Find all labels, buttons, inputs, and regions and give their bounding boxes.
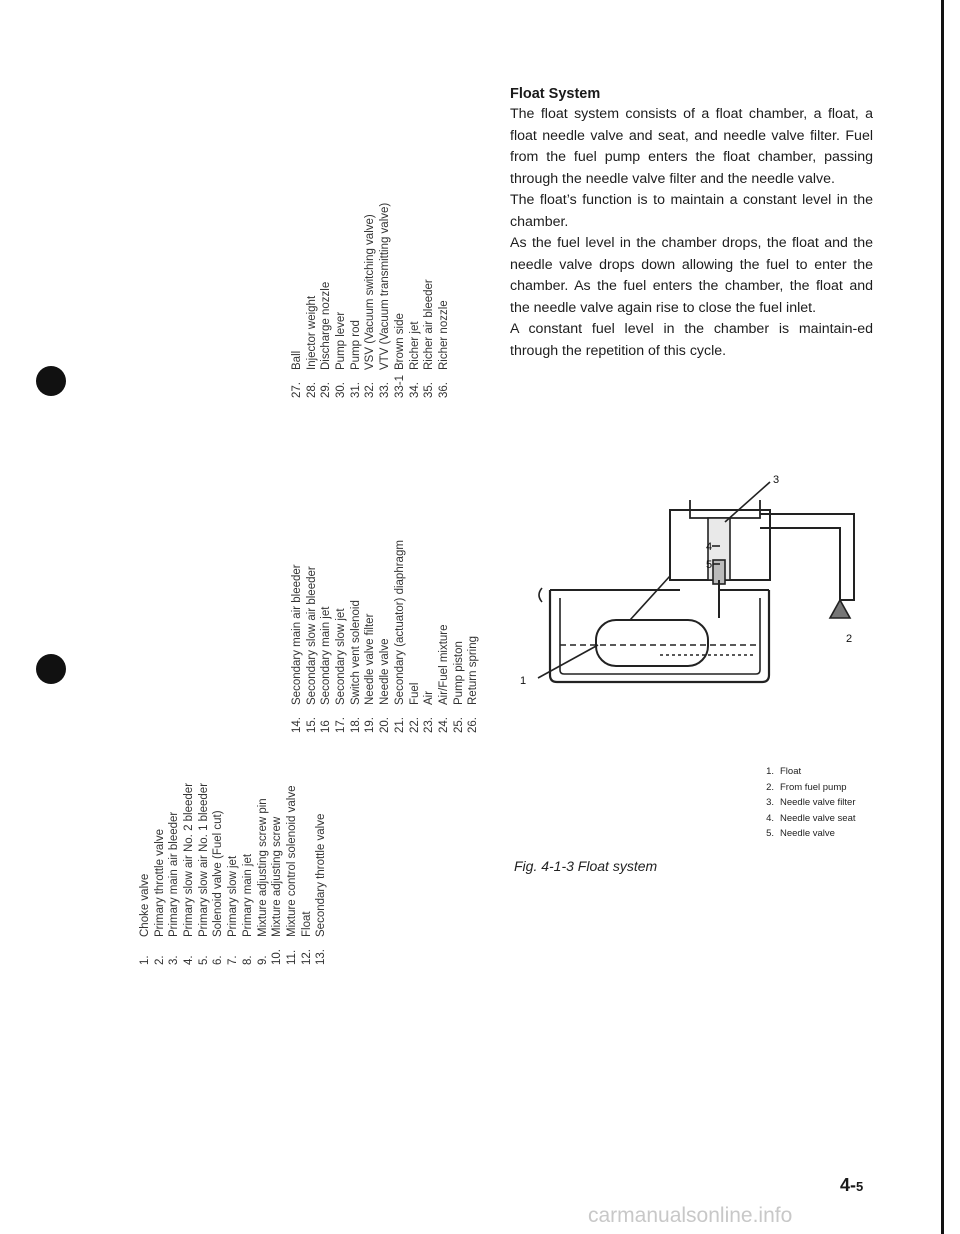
legend-item: 13.Secondary throttle valve <box>315 813 328 965</box>
legend-item: 19.Needle valve filter <box>364 613 377 733</box>
diagram-label-2: 2 <box>846 633 853 645</box>
figure-legend-item: 4. Needle valve seat <box>766 812 856 824</box>
paragraph: A constant fuel level in the chamber is maintain-ed through the repetition of this cycle. <box>510 321 873 359</box>
legend-column-1 <box>138 783 329 965</box>
figure-legend <box>754 764 856 842</box>
legend-item: 7.Primary slow jet <box>227 855 240 965</box>
legend-item: 26.Return spring <box>467 635 480 733</box>
legend-item: 22.Fuel <box>408 682 421 733</box>
page-edge-line <box>941 0 944 1234</box>
legend-item: 3.Primary main air bleeder <box>168 811 181 965</box>
legend-item: 12.Float <box>300 911 313 965</box>
diagram-label-1: 1 <box>520 675 527 687</box>
legend-item: 35.Richer air bleeder <box>423 279 436 398</box>
legend-item: 28.Injector weight <box>305 295 318 398</box>
legend-item: 23.Air <box>423 690 436 733</box>
section-body <box>510 104 873 362</box>
legend-item: 5.Primary slow air No. 1 bleeder <box>197 782 210 965</box>
figure-legend-item: 1. Float <box>766 766 802 777</box>
figure-legend-item: 5. Needle valve <box>766 828 835 839</box>
legend-item: 16Secondary main jet <box>320 606 333 733</box>
figure-legend-item: 3. Needle valve filter <box>766 797 856 808</box>
legend-item: 29.Discharge nozzle <box>320 281 333 398</box>
legend-item: 33-1Brown side <box>393 313 406 398</box>
float-system-diagram <box>520 470 880 690</box>
legend-item: 18.Switch vent solenoid <box>349 600 362 733</box>
paragraph: The float system consists of a float chamber, a float, a float needle valve and seat, and needle valve filter. Fuel from the fuel pump enters the float chamber, passing through the needle valve filter and the needle valve. <box>510 106 873 187</box>
legend-item: 15.Secondary slow air bleeder <box>305 566 318 733</box>
binder-hole-top <box>36 366 66 396</box>
paragraph: The float’s function is to maintain a constant level in the chamber. <box>510 192 873 230</box>
legend-item: 10.Mixture adjusting screw <box>271 816 284 965</box>
legend-item: 8.Primary main jet <box>241 853 254 965</box>
binder-hole-bottom <box>36 654 66 684</box>
diagram-label-5: 5 <box>706 559 713 571</box>
watermark: carmanualsonline.info <box>588 1204 793 1227</box>
legend-item: 30.Pump lever <box>335 311 348 398</box>
legend-item: 31.Pump rod <box>349 320 362 398</box>
legend-item: 24.Air/Fuel mixture <box>437 624 450 733</box>
legend-item: 21.Secondary (actuator) diaphragm <box>393 540 406 733</box>
paragraph: As the fuel level in the chamber drops, the float and the needle valve drops down allowing the fuel to enter the chamber. As the fuel enters the chamber, the float and the needle valve again rise to close the fuel inlet. <box>510 235 873 316</box>
legend-item: 20.Needle valve <box>379 638 392 733</box>
legend-column-2-items <box>290 540 481 733</box>
figure-legend-item: 2. From fuel pump <box>766 781 847 793</box>
diagram-label-4: 4 <box>706 541 713 553</box>
legend-column-3 <box>290 203 452 398</box>
legend-item: 25.Pump piston <box>452 641 465 733</box>
legend-item: 34.Richer jet <box>408 321 421 398</box>
legend-item: 17.Secondary slow jet <box>335 608 348 733</box>
legend-item: 6.Solenoid valve (Fuel cut) <box>212 810 225 965</box>
diagram-label-3: 3 <box>773 474 780 486</box>
legend-item: 27.Ball <box>291 350 303 398</box>
figure-caption: Fig. 4-1-3 Float system <box>514 858 658 874</box>
section-title: Float System <box>510 86 601 102</box>
legend-item: 11.Mixture control solenoid valve <box>285 785 298 965</box>
page-number: 4-5 <box>840 1175 864 1195</box>
legend-item: 14.Secondary main air bleeder <box>291 564 303 733</box>
legend-item: 1.Choke valve <box>139 873 151 965</box>
legend-item: 9.Mixture adjusting screw pin <box>256 798 269 965</box>
legend-item: 33.VTV (Vacuum transmitting valve) <box>379 202 392 398</box>
legend-item: 2.Primary throttle valve <box>153 828 166 965</box>
legend-item: 36.Richer nozzle <box>437 300 450 398</box>
legend-item: 4.Primary slow air No. 2 bleeder <box>183 782 196 965</box>
legend-item: 32.VSV (Vacuum switching valve) <box>364 214 377 398</box>
